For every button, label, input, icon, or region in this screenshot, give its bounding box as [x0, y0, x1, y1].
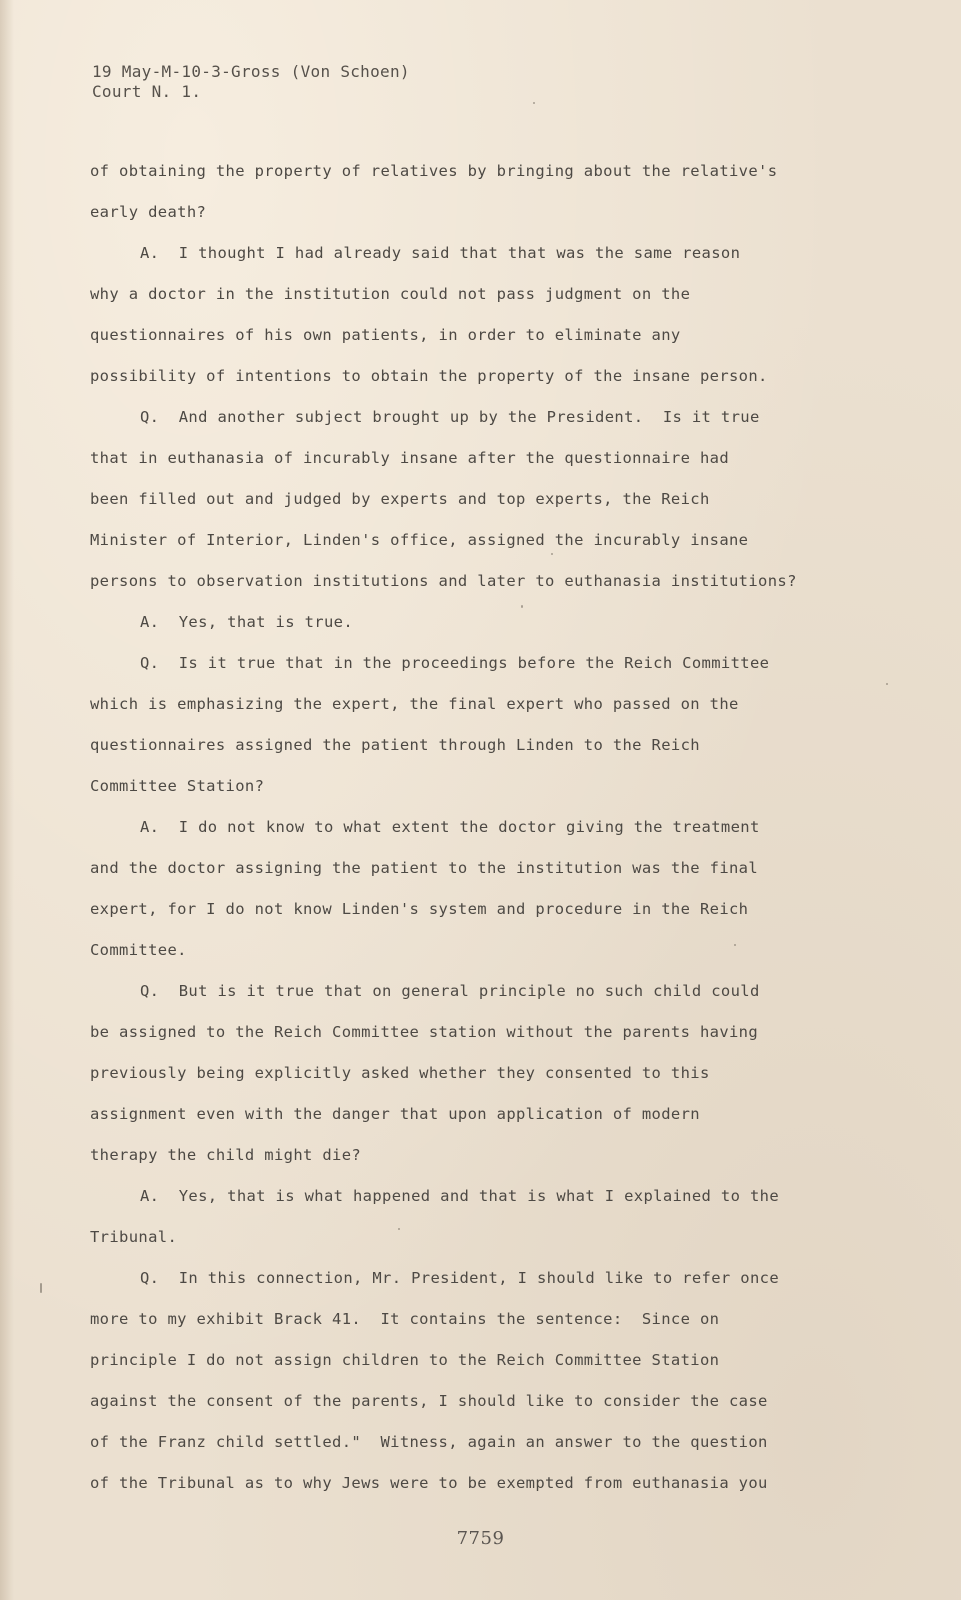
paper-speck — [734, 944, 736, 946]
transcript-body — [90, 158, 850, 1511]
text-line: of the Tribunal as to why Jews were to be exempted from euthanasia you — [90, 1474, 768, 1492]
paper-speck — [551, 553, 553, 555]
text-line: which is emphasizing the expert, the final expert who passed on the — [90, 695, 739, 713]
text-line: be assigned to the Reich Committee station without the parents having — [90, 1023, 759, 1041]
paper-speck — [521, 605, 523, 608]
header-line-court: Court N. 1. — [92, 82, 202, 101]
text-line: that in euthanasia of incurably insane after the questionnaire had — [90, 449, 729, 467]
paper-speck — [533, 102, 535, 104]
text-line: Q. In this connection, Mr. President, I should like to refer once — [140, 1269, 779, 1287]
text-line: of the Franz child settled." Witness, again an answer to the question — [90, 1433, 768, 1451]
text-line: Q. And another subject brought up by the President. Is it true — [140, 408, 760, 426]
text-line: previously being explicitly asked whether they consented to this — [90, 1064, 710, 1082]
text-line: possibility of intentions to obtain the property of the insane person. — [90, 367, 768, 385]
text-line: Committee Station? — [90, 777, 265, 795]
text-line: more to my exhibit Brack 41. It contains the sentence: Since on — [90, 1310, 720, 1328]
text-line: questionnaires of his own patients, in order to eliminate any — [90, 326, 681, 344]
paper-speck — [398, 1228, 400, 1230]
document-header — [92, 62, 410, 102]
paper-speck — [886, 683, 888, 685]
text-line: Tribunal. — [90, 1228, 178, 1246]
text-line: and the doctor assigning the patient to the institution was the final — [90, 859, 759, 877]
text-line: against the consent of the parents, I should like to consider the case — [90, 1392, 768, 1410]
text-line: A. I thought I had already said that that was the same reason — [140, 244, 741, 262]
text-line: assignment even with the danger that upon application of modern — [90, 1105, 700, 1123]
text-line: A. I do not know to what extent the doctor giving the treatment — [140, 818, 760, 836]
text-line: questionnaires assigned the patient through Linden to the Reich — [90, 736, 700, 754]
text-line: of obtaining the property of relatives by bringing about the relative's — [90, 162, 778, 180]
text-line: early death? — [90, 203, 207, 221]
text-line: principle I do not assign children to the Reich Committee Station — [90, 1351, 720, 1369]
text-line: Q. Is it true that in the proceedings before the Reich Committee — [140, 654, 770, 672]
paper-speck — [40, 1283, 42, 1293]
text-line: Committee. — [90, 941, 187, 959]
page-edge-shadow — [0, 0, 14, 1600]
text-line: therapy the child might die? — [90, 1146, 362, 1164]
header-line-session: 19 May-M-10-3-Gross (Von Schoen) — [92, 62, 410, 81]
text-line: persons to observation institutions and later to euthanasia institutions? — [90, 572, 797, 590]
page-number: 7759 — [456, 1528, 505, 1549]
text-line: A. Yes, that is true. — [140, 613, 353, 631]
text-line: Minister of Interior, Linden's office, assigned the incurably insane — [90, 531, 749, 549]
text-line: been filled out and judged by experts and top experts, the Reich — [90, 490, 710, 508]
text-line: A. Yes, that is what happened and that is what I explained to the — [140, 1187, 779, 1205]
text-line: why a doctor in the institution could not pass judgment on the — [90, 285, 691, 303]
text-line: expert, for I do not know Linden's system and procedure in the Reich — [90, 900, 749, 918]
text-line: Q. But is it true that on general principle no such child could — [140, 982, 760, 1000]
